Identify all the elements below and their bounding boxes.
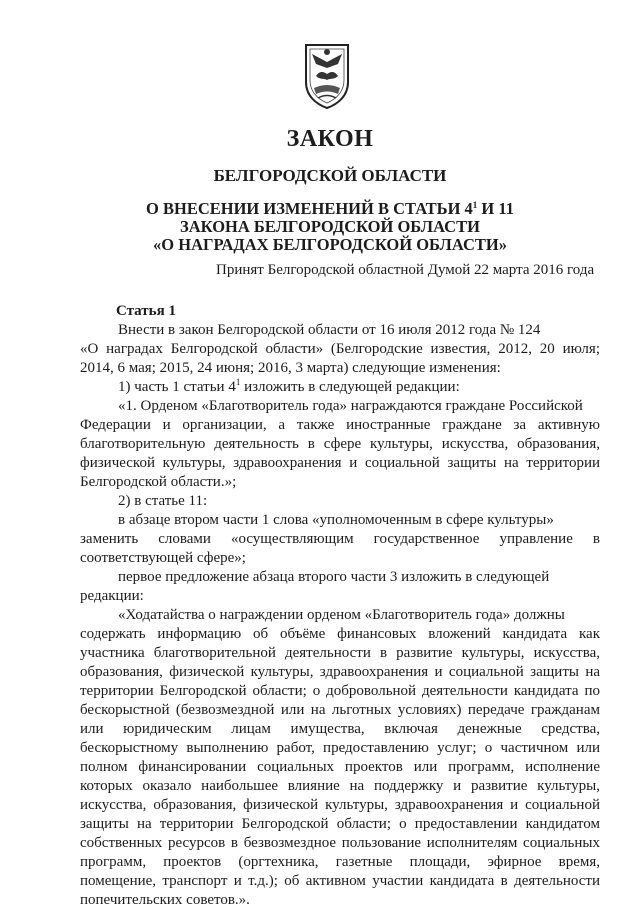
body-line: помещение, транспорт и т.д.); об активном участии кандидата в деятельности	[80, 873, 600, 889]
body-line: которых оказало наибольшее влияние на поддержку и развитие культуры,	[80, 778, 600, 794]
law-title: ЗАКОН	[286, 126, 374, 152]
body-line: в абзаце втором части 1 слова «уполномоченным в сфере культуры»	[118, 512, 554, 528]
adoption-note: Принят Белгородской областной Думой 22 марта 2016 года	[216, 262, 595, 278]
body-line: «О наградах Белгородской области» (Белгородские известия, 2012, 20 июля;	[80, 341, 600, 357]
body-line: 2) в статье 11:	[118, 493, 208, 509]
body-line: соответствующей сфере»;	[80, 550, 246, 566]
body-line: полном финансировании социальных проектов или программ, исполнение	[80, 759, 600, 775]
body-line: редакции:	[80, 588, 144, 604]
body-line: защиты на территории Белгородской области; о предоставлении кандидатом	[80, 816, 600, 832]
body-line: Федерации и организации, а также иностранные граждане за активную	[80, 417, 600, 433]
body-line: «1. Орденом «Благотворитель года» награждаются граждане Российской	[118, 398, 583, 414]
body-line: «Ходатайства о награждении орденом «Благотворитель года» должны	[118, 607, 565, 623]
law-subtitle-line-1: О ВНЕСЕНИИ ИЗМЕНЕНИЙ В СТАТЬИ $4^1$ И 11	[146, 199, 514, 218]
body-line: 2014, 6 мая; 2015, 24 июня; 2016, 3 марта) следующие изменения:	[80, 360, 501, 376]
coat-of-arms-icon	[302, 42, 352, 110]
body-line: территории Белгородской области; о добровольной деятельности кандидата по	[80, 683, 600, 699]
body-line: программ, проектов (оргтехника, газетные площади, эфирное время,	[80, 854, 600, 870]
body-line: собственных ресурсов в безвозмездное пользование исполнителям социальных	[80, 835, 600, 851]
body-line: попечительских советов.».	[80, 892, 250, 908]
body-line: 1) часть 1 статьи $4^1$ изложить в следующей редакции:	[118, 377, 460, 395]
body-line: физической культуры, здравоохранения и социальной защиты на территории	[80, 455, 600, 471]
body-line: участника благотворительной деятельности в развитие культуры, искусства,	[80, 645, 600, 661]
body-line: бескорыстному выполнению работ, предоставлению услуг; о частичном или	[80, 740, 600, 756]
body-line: или юридическим лицам имущества, включая денежные средства,	[80, 721, 600, 737]
law-subtitle-line-3: «О НАГРАДАХ БЕЛГОРОДСКОЙ ОБЛАСТИ»	[153, 235, 507, 254]
body-line: первое предложение абзаца второго части 3 изложить в следующей	[118, 569, 550, 585]
body-line: образования, физической культуры, здравоохранения и социальной защиты на	[80, 664, 600, 680]
body-line: Белгородской области.»;	[80, 474, 237, 490]
body-line: искусства, образования, физической культуры, здравоохранения и социальной	[80, 797, 600, 813]
body-line: содержать информацию об объёме финансовых вложений кандидата как	[80, 626, 600, 642]
body-line: заменить словами «осуществляющим государственное управление в	[80, 531, 600, 547]
law-subtitle-line-2: ЗАКОНА БЕЛГОРОДСКОЙ ОБЛАСТИ	[180, 217, 480, 236]
body-line: Внести в закон Белгородской области от 16 июля 2012 года № 124	[118, 322, 541, 338]
body-line: бескорыстной (безвозмездной или на льготных условиях) передаче гражданам	[80, 702, 600, 718]
article-heading: Статья 1	[116, 303, 176, 319]
body-line: благотворительную деятельность в сфере культуры, искусства, образования,	[80, 436, 600, 452]
law-region: БЕЛГОРОДСКОЙ ОБЛАСТИ	[213, 166, 447, 185]
